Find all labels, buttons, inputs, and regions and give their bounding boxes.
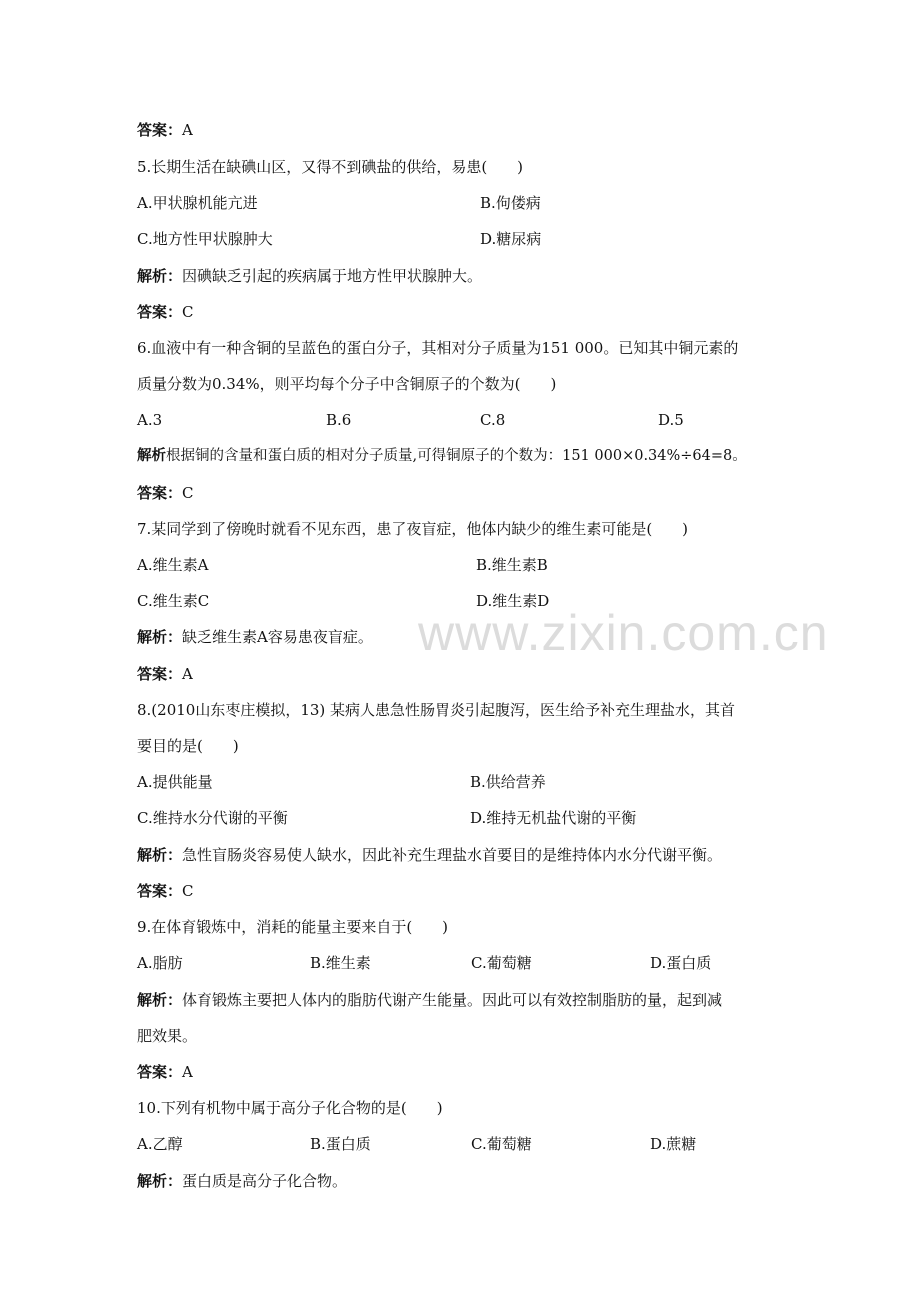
q7-option-c: C.维生素C (137, 592, 210, 610)
answer-label: 答案： (137, 121, 183, 139)
analysis-label: 解析： (137, 267, 183, 285)
q10-option-c: C.葡萄糖 (471, 1135, 532, 1153)
q8-option-a: A.提供能量 (137, 773, 213, 791)
q5-analysis (137, 266, 482, 286)
question-8-stem-line1: 8.(2010山东枣庄模拟，13) 某病人患急性肠胃炎引起腹泻，医生给予补充生理盐水，其首 (137, 701, 736, 719)
q8-option-b: B.供给营养 (470, 773, 546, 791)
answer-value: C (182, 484, 194, 502)
q9-analysis-line1 (137, 990, 722, 1010)
answer-label: 答案： (137, 882, 183, 900)
q5-option-a: A.甲状腺机能亢进 (137, 194, 258, 212)
q10-analysis (137, 1171, 347, 1191)
q9-option-c: C.葡萄糖 (471, 954, 532, 972)
q7-option-b: B.维生素B (476, 556, 548, 574)
answer-label: 答案： (137, 665, 183, 683)
answer-line-q4 (137, 120, 193, 140)
q6-option-d: D.5 (658, 411, 684, 429)
q5-option-b: B.佝偻病 (480, 194, 541, 212)
q8-analysis (137, 845, 722, 865)
q8-option-c: C.维持水分代谢的平衡 (137, 809, 288, 827)
watermark: www.zixin.com.cn (418, 605, 829, 661)
q6-analysis (137, 446, 747, 466)
analysis-label: 解析： (137, 991, 183, 1009)
question-7-stem: 7.某同学到了傍晚时就看不见东西，患了夜盲症，他体内缺少的维生素可能是( ) (137, 520, 689, 538)
question-10-stem: 10.下列有机物中属于高分子化合物的是( ) (137, 1099, 443, 1117)
q5-answer (137, 302, 194, 322)
answer-label: 答案： (137, 484, 183, 502)
analysis-text: 体育锻炼主要把人体内的脂肪代谢产生能量。因此可以有效控制脂肪的量，起到减 (182, 991, 723, 1009)
answer-value: C (182, 303, 194, 321)
q10-option-d: D.蔗糖 (650, 1135, 697, 1153)
q10-option-a: A.乙醇 (137, 1135, 183, 1153)
answer-value: A (182, 121, 193, 139)
q6-option-a: A.3 (137, 411, 163, 429)
question-6-stem-line1: 6.血液中有一种含铜的呈蓝色的蛋白分子，其相对分子质量为151 000。已知其中铜元素的 (137, 339, 739, 357)
q9-option-d: D.蛋白质 (650, 954, 712, 972)
q10-option-b: B.蛋白质 (310, 1135, 371, 1153)
q7-answer (137, 664, 193, 684)
answer-label: 答案： (137, 1063, 183, 1081)
q8-option-d: D.维持无机盐代谢的平衡 (470, 809, 637, 827)
answer-value: C (182, 882, 194, 900)
q9-analysis-line2: 肥效果。 (137, 1027, 198, 1045)
analysis-text: 急性盲肠炎容易使人缺水，因此补充生理盐水首要目的是维持体内水分代谢平衡。 (182, 846, 723, 864)
analysis-text: 因碘缺乏引起的疾病属于地方性甲状腺肿大。 (182, 267, 483, 285)
q7-analysis (137, 627, 373, 647)
question-6-stem-line2: 质量分数为0.34%，则平均每个分子中含铜原子的个数为( ) (137, 375, 557, 393)
question-5-stem: 5.长期生活在缺碘山区，又得不到碘盐的供给，易患( ) (137, 158, 524, 176)
analysis-text: 蛋白质是高分子化合物。 (182, 1172, 348, 1190)
q5-option-c: C.地方性甲状腺肿大 (137, 230, 273, 248)
answer-value: A (182, 665, 193, 683)
answer-label: 答案： (137, 303, 183, 321)
q8-answer (137, 881, 194, 901)
analysis-label: 解析 (137, 448, 166, 464)
q6-option-b: B.6 (326, 411, 352, 429)
question-8-stem-line2: 要目的是( ) (137, 737, 239, 755)
analysis-text: 根据铜的含量和蛋白质的相对分子质量,可得铜原子的个数为：151 000×0.34%÷64=8。 (166, 448, 747, 464)
analysis-text: 缺乏维生素A容易患夜盲症。 (182, 628, 373, 646)
question-9-stem: 9.在体育锻炼中，消耗的能量主要来自于( ) (137, 918, 449, 936)
q9-option-a: A.脂肪 (137, 954, 183, 972)
q9-option-b: B.维生素 (310, 954, 371, 972)
q5-option-d: D.糖尿病 (480, 230, 542, 248)
q6-answer (137, 483, 194, 503)
q7-option-d: D.维生素D (476, 592, 550, 610)
analysis-label: 解析： (137, 628, 183, 646)
q7-option-a: A.维生素A (137, 556, 209, 574)
q6-option-c: C.8 (480, 411, 506, 429)
analysis-label: 解析： (137, 846, 183, 864)
analysis-label: 解析： (137, 1172, 183, 1190)
q9-answer (137, 1062, 193, 1082)
answer-value: A (182, 1063, 193, 1081)
